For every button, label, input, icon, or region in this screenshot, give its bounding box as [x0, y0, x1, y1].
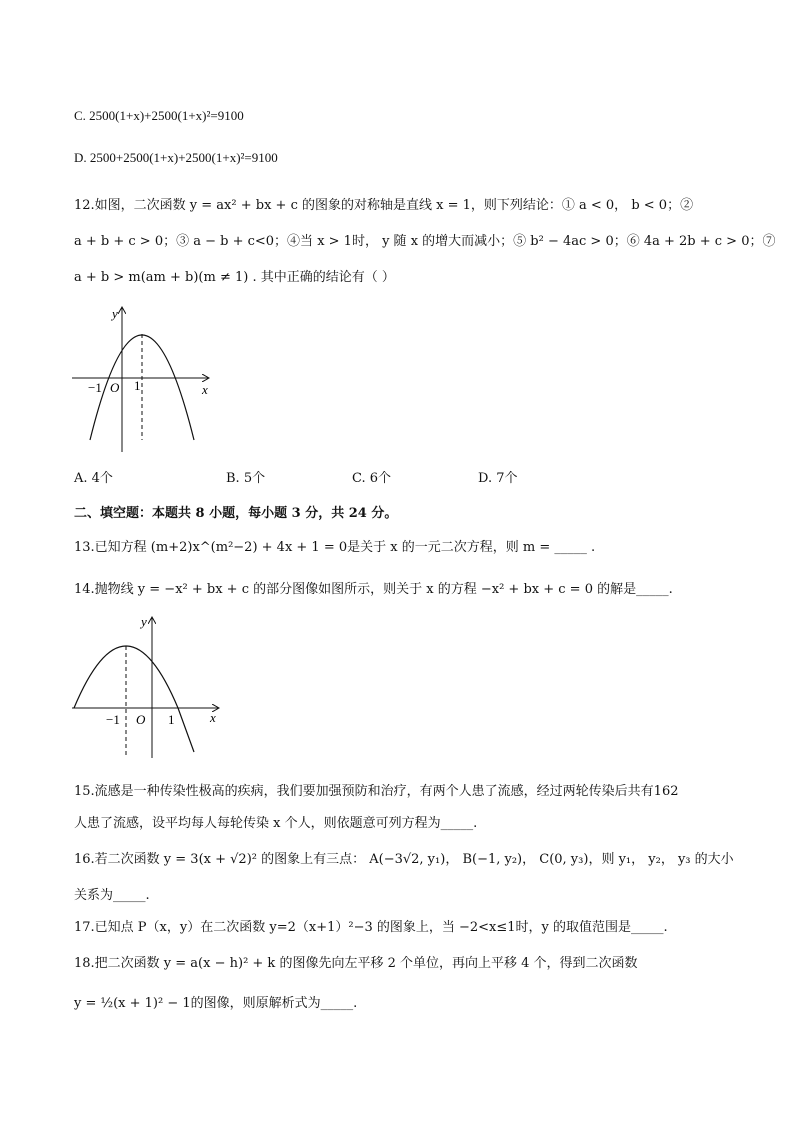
q14-one-label: 1: [168, 712, 175, 727]
q12-text-line1: 12.如图，二次函数 y = ax² + bx + c 的图象的对称轴是直线 x = 1，则下列结论：① a < 0， b < 0；②: [74, 198, 694, 213]
q12-parabola-graph: [68, 300, 218, 460]
q12-option-d: D. 7个: [478, 471, 518, 486]
q13-text: 13.已知方程 (m+2)x^(m²−2) + 4x + 1 = 0是关于 x 的一元二次方程，则 m = _____ .: [74, 540, 596, 555]
q12-option-c: C. 6个: [352, 471, 392, 486]
q17-text: 17.已知点 P（x，y）在二次函数 y=2（x+1）²−3 的图象上，当 −2<x≤1时，y 的取值范围是_____.: [74, 920, 668, 935]
q11-option-c: C. 2500(1+x)+2500(1+x)²=9100: [74, 108, 244, 123]
q16-text-line2: 关系为_____.: [74, 888, 150, 903]
q14-y-label: y: [141, 614, 147, 629]
section-heading-fill-in: 二、填空题：本题共 8 小题，每小题 3 分，共 24 分。: [74, 506, 398, 521]
q12-origin-label: O: [110, 380, 120, 395]
q12-x-label: x: [202, 382, 208, 397]
q14-neg1-label: −1: [106, 712, 120, 727]
q12-neg1-label: −1: [88, 380, 102, 395]
q12-text-line3: a + b > m(am + b)(m ≠ 1) . 其中正确的结论有（ ）: [74, 270, 395, 285]
q14-parabola-graph: [68, 612, 228, 762]
q18-text-line1: 18.把二次函数 y = a(x − h)² + k 的图像先向左平移 2 个单位，再向上平移 4 个，得到二次函数: [74, 956, 638, 971]
q14-parabola-curve: [74, 646, 194, 752]
q12-option-b: B. 5个: [226, 471, 266, 486]
q12-option-a: A. 4个: [74, 471, 113, 486]
q14-text: 14.抛物线 y = −x² + bx + c 的部分图像如图所示，则关于 x 的方程 −x² + bx + c = 0 的解是_____.: [74, 582, 673, 597]
q14-x-label: x: [210, 710, 216, 725]
q15-text-line2: 人患了流感，设平均每人每轮传染 x 个人，则依题意可列方程为_____.: [74, 816, 478, 831]
q14-origin-label: O: [136, 712, 146, 727]
q15-text-line1: 15.流感是一种传染性极高的疾病，我们要加强预防和治疗，有两个人患了流感，经过两轮传染后共有162: [74, 784, 679, 799]
q12-one-label: 1: [134, 378, 141, 393]
q12-y-label: y: [112, 306, 118, 321]
q11-option-d: D. 2500+2500(1+x)+2500(1+x)²=9100: [74, 150, 278, 165]
q18-text-line2: y = ½(x + 1)² − 1的图像，则原解析式为_____.: [74, 996, 358, 1011]
q16-text-line1: 16.若二次函数 y = 3(x + √2)² 的图象上有三点： A(−3√2, y₁)， B(−1, y₂)， C(0, y₃)，则 y₁， y₂， y₃ 的大小: [74, 852, 734, 867]
q12-text-line2: a + b + c > 0；③ a − b + c<0；④当 x > 1时， y 随 x 的增大而减小；⑤ b² − 4ac > 0；⑥ 4a + 2b + c > 0；⑦: [74, 234, 776, 249]
